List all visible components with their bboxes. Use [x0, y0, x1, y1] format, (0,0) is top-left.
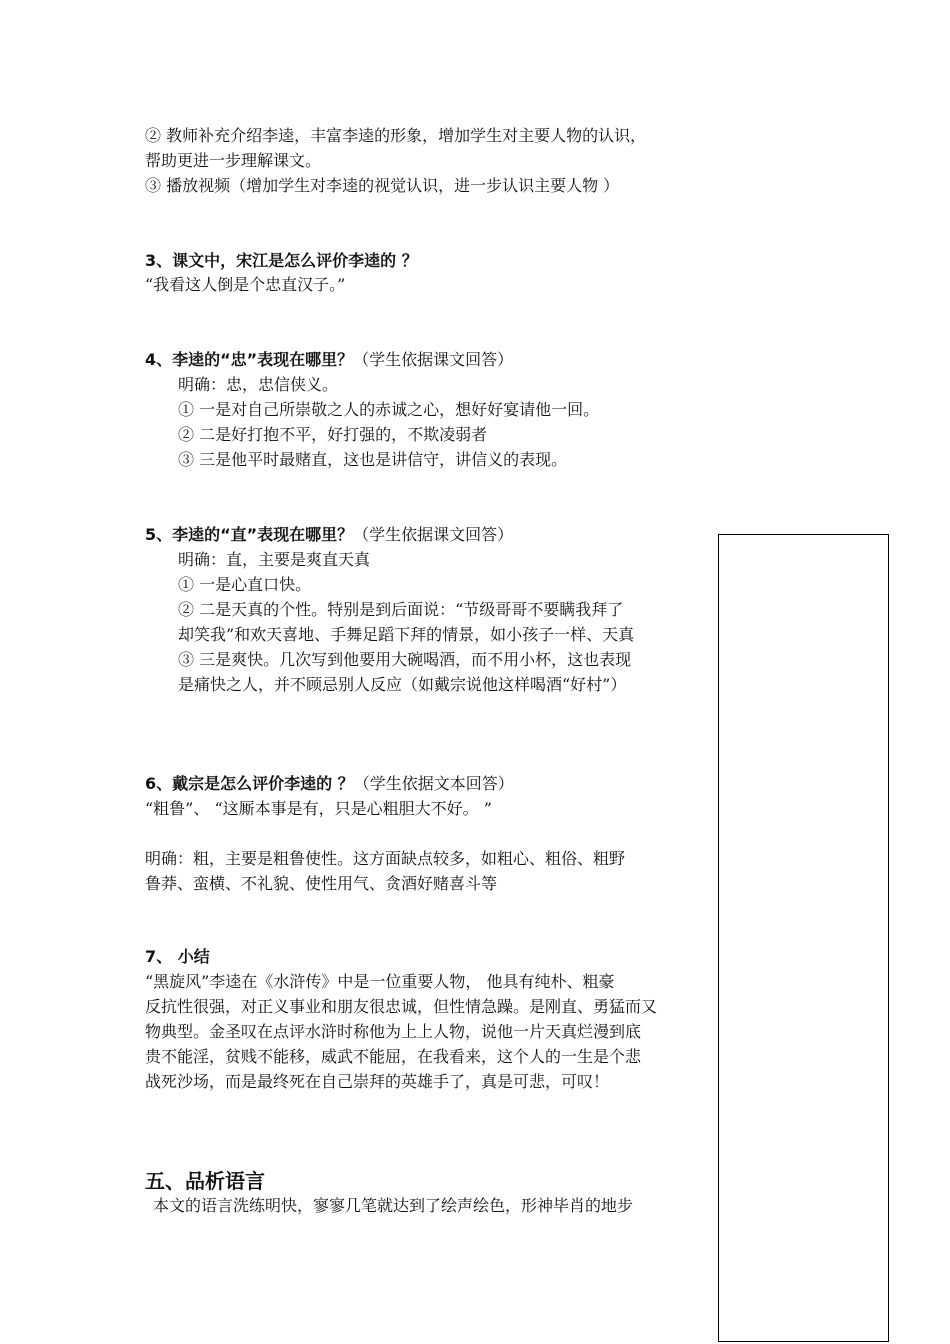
q4-line: 明确：忠，忠信侠义。 [178, 375, 339, 394]
intro-item-2-line-2: 帮助更进一步理解课文。 [145, 151, 322, 170]
q4-line: ③ 三是他平时最赌直，这也是讲信守，讲信义的表现。 [178, 450, 568, 469]
intro-item-3: ③ 播放视频（增加学生对李逵的视觉认识，进一步认识主要人物 ） [145, 176, 620, 195]
q6-note: （学生依据文本回答） [353, 774, 514, 793]
q5-line: 明确：直，主要是爽直天真 [178, 550, 371, 569]
q3-answer: “我看这人倒是个忠直汉子。” [145, 275, 346, 294]
intro-item-2-line-1: ② 教师补充介绍李逵，丰富李逵的形象，增加学生对主要人物的认识， [145, 126, 647, 145]
section-5-heading: 五、品析语言 [145, 1169, 265, 1193]
q3-title: 3、课文中，宋江是怎么评价李逵的 ？ [145, 251, 418, 270]
q6-title-text: 6、戴宗是怎么评价李逵的 ？ [145, 774, 354, 793]
q4-title [145, 348, 513, 372]
q5-line: ① 一是心直口快。 [178, 575, 312, 594]
q7-line: “黑旋风”李逵在《水浒传》中是一位重要人物， 他具有纯朴、粗豪 [145, 972, 615, 991]
q5-line: 却笑我”和欢天喜地、手舞足蹈下拜的情景，如小孩子一样、天真 [178, 625, 635, 644]
q6-line: 鲁莽、蛮横、不礼貌、使性用气、贪酒好赌喜斗等 [145, 874, 498, 893]
q5-line: ③ 三是爽快。几次写到他要用大碗喝酒，而不用小杯，这也表现 [178, 650, 632, 669]
q5-title [145, 523, 513, 547]
q6-line: 明确：粗，主要是粗鲁使性。这方面缺点较多，如粗心、粗俗、粗野 [145, 849, 626, 868]
empty-side-box [718, 534, 889, 1342]
q4-line: ① 一是对自己所崇敬之人的赤诚之心，想好好宴请他一回。 [178, 400, 600, 419]
q7-line: 物典型。金圣叹在点评水浒时称他为上上人物，说他一片天真烂漫到底 [145, 1022, 642, 1041]
q4-title-text: 4、李逵的“忠”表现在哪里？ [145, 350, 354, 369]
q6-quote: “粗鲁”、 “这厮本事是有，只是心粗胆大不好。 ” [145, 799, 492, 818]
q5-title-text: 5、李逵的“直”表现在哪里？ [145, 525, 354, 544]
q7-line: 反抗性很强，对正义事业和朋友很忠诚，但性情急躁。是刚直、勇猛而又 [145, 997, 658, 1016]
q6-title [145, 772, 514, 796]
q7-line: 战死沙场，而是最终死在自己崇拜的英雄手了，真是可悲，可叹！ [145, 1072, 610, 1091]
q5-line: ② 二是天真的个性。特别是到后面说：“节级哥哥不要瞒我拜了 [178, 600, 624, 619]
q5-note: （学生依据课文回答） [353, 525, 514, 544]
q5-line: 是痛快之人，并不顾忌别人反应（如戴宗说他这样喝酒“好村”） [178, 675, 627, 694]
q4-note: （学生依据课文回答） [353, 350, 514, 369]
q7-title: 7、 小结 [145, 947, 210, 966]
section-5-body: 本文的语言洗练明快，寥寥几笔就达到了绘声绘色，形神毕肖的地步 [153, 1196, 634, 1215]
q4-line: ② 二是好打抱不平，好打强的，不欺凌弱者 [178, 425, 488, 444]
q7-line: 贵不能淫，贫贱不能移，威武不能屈，在我看来，这个人的一生是个悲 [145, 1047, 642, 1066]
